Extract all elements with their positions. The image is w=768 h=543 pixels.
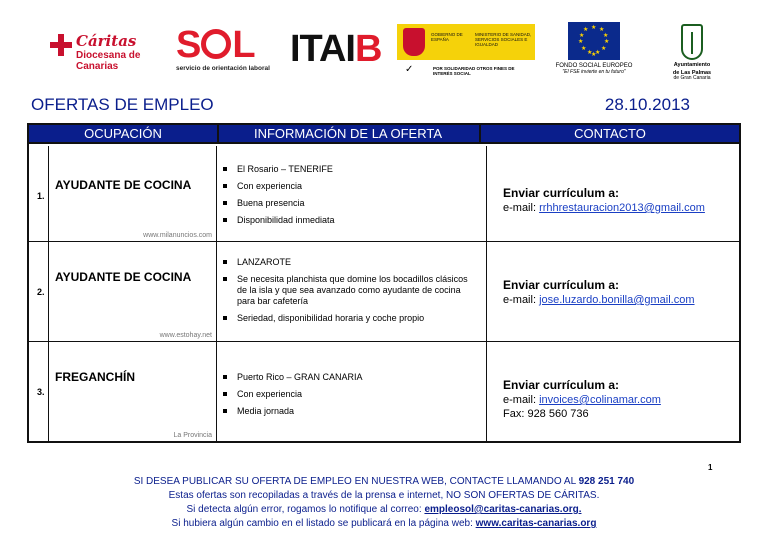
check-icon: ✓ xyxy=(405,64,414,75)
contact-fax: Fax: 928 560 736 xyxy=(503,408,589,420)
offer-info-list xyxy=(223,164,480,232)
sol-o-icon xyxy=(201,29,231,59)
email-prefix: e-mail: xyxy=(503,294,540,306)
lpgc-logo xyxy=(664,24,720,86)
email-link[interactable]: jose.luzardo.bonilla@gmail.com xyxy=(539,294,695,306)
list-item: Se necesita planchista que domine los bocadillos clásicos de la isla y que sea avanzado como ayudante de cocina para bar cafetería xyxy=(223,274,480,307)
caritas-logo-title: Cáritas xyxy=(76,32,137,50)
sol-letter-l: L xyxy=(232,24,255,66)
list-item: El Rosario – TENERIFE xyxy=(223,164,480,175)
caritas-logo-line3: Canarias xyxy=(76,61,119,72)
email-prefix: e-mail: xyxy=(503,394,540,406)
footer-line-3 xyxy=(0,504,768,515)
eu-logo xyxy=(552,22,636,84)
footer-line-1-text: SI DESEA PUBLICAR SU OFERTA DE EMPLEO EN NUESTRA WEB, CONTACTE LLAMANDO AL xyxy=(133,476,579,487)
offer-info-list xyxy=(223,257,480,330)
footer-line-4 xyxy=(0,518,768,529)
sol-logo xyxy=(176,25,274,81)
contact-email-line xyxy=(503,202,705,214)
contact-label: Enviar currículum a: xyxy=(503,186,620,200)
solidaridad-text: POR SOLIDARIDAD OTROS FINES DE INTERÉS SOCIAL xyxy=(433,66,515,76)
row-number-cell xyxy=(29,342,49,441)
palm-crest-icon xyxy=(681,24,703,60)
itai-logo xyxy=(290,28,380,78)
caritas-cross-icon xyxy=(50,34,72,56)
ministerio-text: MINISTERIO DE SANIDAD, SERVICIOS SOCIALES E IGUALDAD xyxy=(475,32,532,47)
footer-line-4-text: Si hubiera algún cambio en el listado se publicará en la página web: xyxy=(171,518,476,529)
footer-email-link[interactable]: empleosol@caritas-canarias.org. xyxy=(424,504,582,515)
table-row xyxy=(29,241,739,341)
row-number: 1. xyxy=(37,191,45,201)
itai-text: ITAI xyxy=(290,28,355,70)
contact-cell xyxy=(487,242,739,341)
eu-logo-slogan: "El FSE invierte en tu futuro" xyxy=(562,69,626,75)
contact-cell xyxy=(487,146,739,241)
contact-label: Enviar currículum a: xyxy=(503,278,620,292)
eu-flag-icon: ★ ★ ★ ★ ★ ★ ★ ★ ★ ★ ★ ★ xyxy=(568,22,620,60)
row-number: 3. xyxy=(37,387,45,397)
offer-info-cell xyxy=(217,342,487,441)
sol-letter-s: S xyxy=(176,24,201,66)
spain-shield-icon xyxy=(403,28,425,56)
contact-email-line xyxy=(503,294,695,306)
caritas-logo-line2: Diocesana de xyxy=(76,50,141,61)
column-header-informacion: INFORMACIÓN DE LA OFERTA xyxy=(217,125,477,142)
offer-info-cell xyxy=(217,242,487,341)
list-item: LANZAROTE xyxy=(223,257,480,268)
caritas-logo-subtitle xyxy=(76,50,140,72)
email-link[interactable]: invoices@colinamar.com xyxy=(539,394,661,406)
row-number-cell xyxy=(29,242,49,341)
list-item: Disponibilidad inmediata xyxy=(223,215,480,226)
page-title: OFERTAS DE EMPLEO xyxy=(31,95,214,114)
footer-phone: 928 251 740 xyxy=(578,476,635,487)
contact-label: Enviar currículum a: xyxy=(503,378,620,392)
logo-bar xyxy=(0,20,768,86)
offer-info-list xyxy=(223,372,480,423)
footer-line-1 xyxy=(0,476,768,487)
column-header-contacto: CONTACTO xyxy=(479,125,739,142)
table-row xyxy=(29,146,739,241)
page-number: 1 xyxy=(708,463,713,472)
page-date: 28.10.2013 xyxy=(604,95,690,114)
offer-source: La Provincia xyxy=(173,432,212,439)
row-number: 2. xyxy=(37,287,45,297)
footer-line-3-text: Si detecta algún error, rogamos lo notifique al correo: xyxy=(186,504,425,515)
lpgc-line2: de Las Palmas xyxy=(672,70,712,76)
job-title: FREGANCHÍN xyxy=(55,370,135,384)
itai-mark-icon: B xyxy=(354,28,382,70)
column-header-ocupacion: OCUPACIÓN xyxy=(84,126,162,141)
offer-source: www.milanuncios.com xyxy=(143,232,212,239)
table-header xyxy=(29,125,739,144)
list-item: Buena presencia xyxy=(223,198,480,209)
email-link[interactable]: rrhhrestauracion2013@gmail.com xyxy=(539,202,705,214)
footer-line-2: Estas ofertas son recopiladas a través de la prensa e internet, NO SON OFERTAS DE CÁRITAS. xyxy=(168,490,600,501)
eu-logo-title: FONDO SOCIAL EUROPEO xyxy=(555,63,633,69)
contact-cell xyxy=(487,342,739,441)
lpgc-line3: de Gran Canaria xyxy=(673,75,711,81)
offer-source: www.estohay.net xyxy=(159,332,212,339)
job-offers-table xyxy=(27,123,741,443)
caritas-logo xyxy=(50,32,150,76)
occupation-cell xyxy=(49,242,217,341)
table-row xyxy=(29,341,739,441)
list-item: Puerto Rico – GRAN CANARIA xyxy=(223,372,480,383)
sol-logo-subtitle: servicio de orientación laboral xyxy=(176,65,270,72)
gobierno-logo xyxy=(397,24,535,82)
list-item: Media jornada xyxy=(223,406,480,417)
row-number-cell xyxy=(29,146,49,241)
occupation-cell xyxy=(49,146,217,241)
occupation-cell xyxy=(49,342,217,441)
list-item: Con experiencia xyxy=(223,389,480,400)
job-title: AYUDANTE DE COCINA xyxy=(55,178,192,192)
job-title: AYUDANTE DE COCINA xyxy=(55,270,192,284)
list-item: Con experiencia xyxy=(223,181,480,192)
list-item: Seriedad, disponibilidad horaria y coche propio xyxy=(223,313,480,324)
footer-web-link[interactable]: www.caritas-canarias.org xyxy=(475,518,597,529)
gobierno-text: GOBIERNO DE ESPAÑA xyxy=(431,32,463,42)
offer-info-cell xyxy=(217,146,487,241)
contact-email-line xyxy=(503,394,661,406)
email-prefix: e-mail: xyxy=(503,202,540,214)
sol-logo-word xyxy=(176,25,274,65)
lpgc-line1: Ayuntamiento xyxy=(673,62,711,68)
